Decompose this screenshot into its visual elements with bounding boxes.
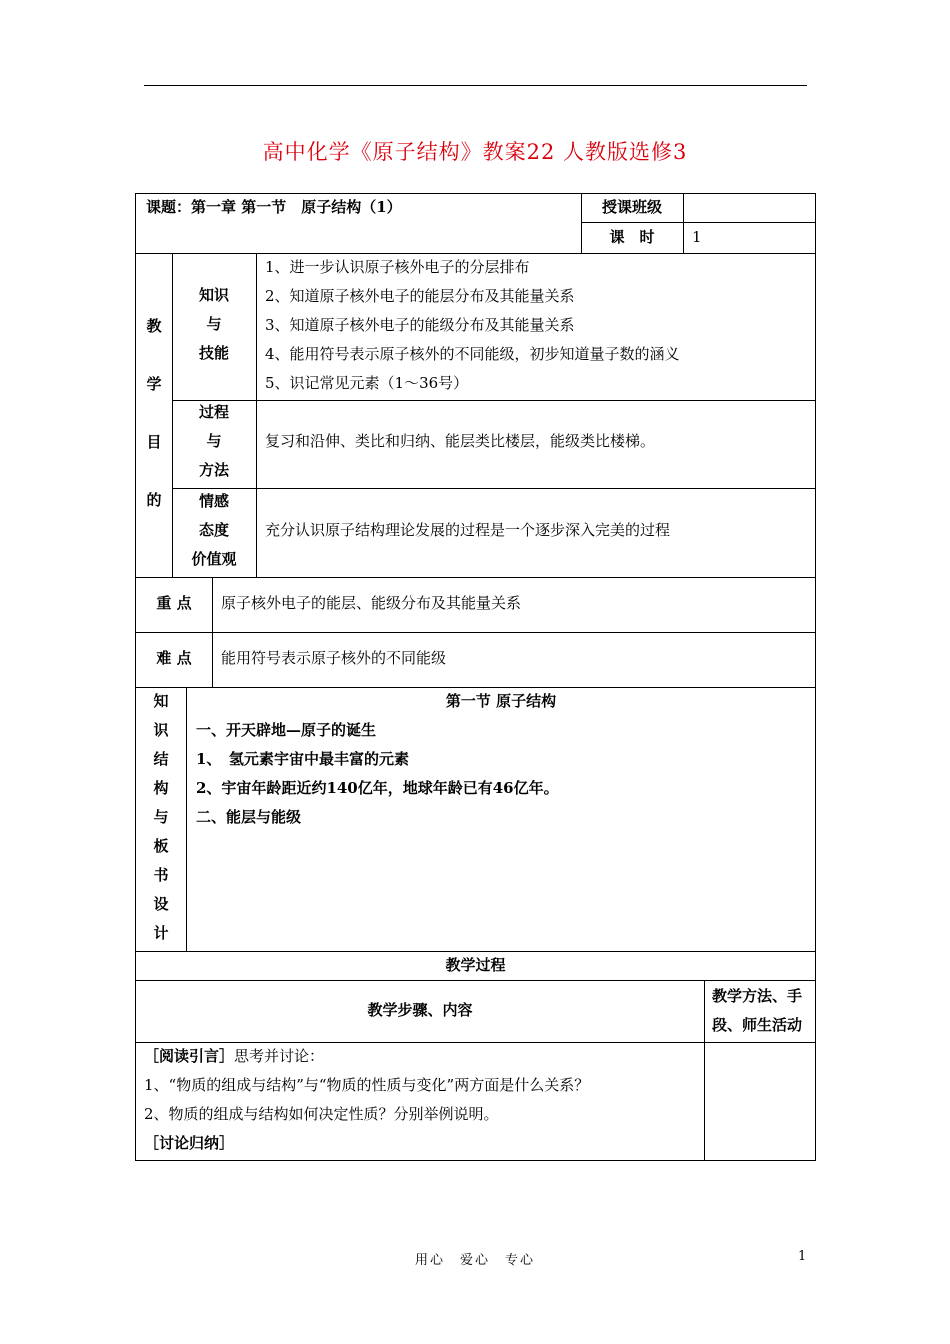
- header-rule: [144, 85, 807, 86]
- class-label: 授课班级: [601, 198, 662, 216]
- list-item: 4、能用符号表示原子核外的不同能级，初步知道量子数的涵义: [265, 345, 680, 363]
- emotion-label: 情感 态度 价值观: [191, 492, 237, 568]
- reading-intro: [144, 1042, 324, 1071]
- list-item: 2、物质的组成与结构如何决定性质？分别举例说明。: [144, 1105, 499, 1123]
- objectives-row-label: 教 学 目 的: [146, 317, 162, 509]
- col-steps-header: 教学步骤、内容: [367, 1001, 473, 1019]
- lesson-label: 课题：第一章 第一节 原子结构（1）: [146, 198, 402, 216]
- process-label: 过程 与 方法: [198, 403, 229, 479]
- list-item: 一、开天辟地—原子的诞生: [196, 721, 377, 739]
- document-title: 高中化学《原子结构》教案22 人教版选修3: [262, 140, 688, 164]
- reading-text: 思考并讨论：: [234, 1047, 325, 1065]
- list-item: 2、宇宙年龄距近约140亿年，地球年龄已有46亿年。: [196, 779, 559, 797]
- list-item: 1、 氢元素宇宙中最丰富的元素: [196, 750, 409, 768]
- key-point-label: 重 点: [156, 594, 192, 612]
- list-item: 5、识记常见元素（1～36号）: [265, 374, 469, 392]
- list-item: 2、知道原子核外电子的能层分布及其能量关系: [265, 287, 575, 305]
- process-text: 复习和沿伸、类比和归纳、能层类比楼层，能级类比楼梯。: [265, 432, 656, 450]
- list-item: 1、进一步认识原子核外电子的分层排布: [265, 258, 530, 276]
- difficulty-label: 难 点: [156, 649, 192, 667]
- difficulty-text: 能用符号表示原子核外的不同能级: [221, 649, 447, 667]
- col-methods-header: 教学方法、手 段、师生活动: [712, 987, 803, 1034]
- key-point-text: 原子核外电子的能层、能级分布及其能量关系: [221, 594, 522, 612]
- knowledge-items: [265, 253, 680, 398]
- board-heading: 第一节 原子结构: [445, 692, 557, 710]
- footer-motto: 用心 爱心 专心: [414, 1253, 535, 1268]
- list-item: 1、“物质的组成与结构”与“物质的性质与变化”两方面是什么关系？: [144, 1076, 590, 1094]
- knowledge-label: 知识 与 技能: [198, 286, 229, 362]
- page-number: 1: [798, 1249, 807, 1264]
- period-value: 1: [692, 228, 702, 246]
- list-item: 二、能层与能级: [196, 808, 302, 826]
- process-section-title: 教学过程: [445, 956, 506, 974]
- summary-tag: ［讨论归纳］: [144, 1134, 235, 1152]
- emotion-text: 充分认识原子结构理论发展的过程是一个逐步深入完美的过程: [265, 521, 671, 539]
- discussion-questions: [144, 1071, 589, 1129]
- list-item: 3、知道原子核外电子的能级分布及其能量关系: [265, 316, 575, 334]
- reading-tag: ［阅读引言］: [144, 1047, 235, 1065]
- board-label: 知 识 结 构 与 板 书 设 计: [153, 692, 169, 942]
- period-label: 课 时: [609, 228, 655, 246]
- board-lines: [196, 716, 559, 832]
